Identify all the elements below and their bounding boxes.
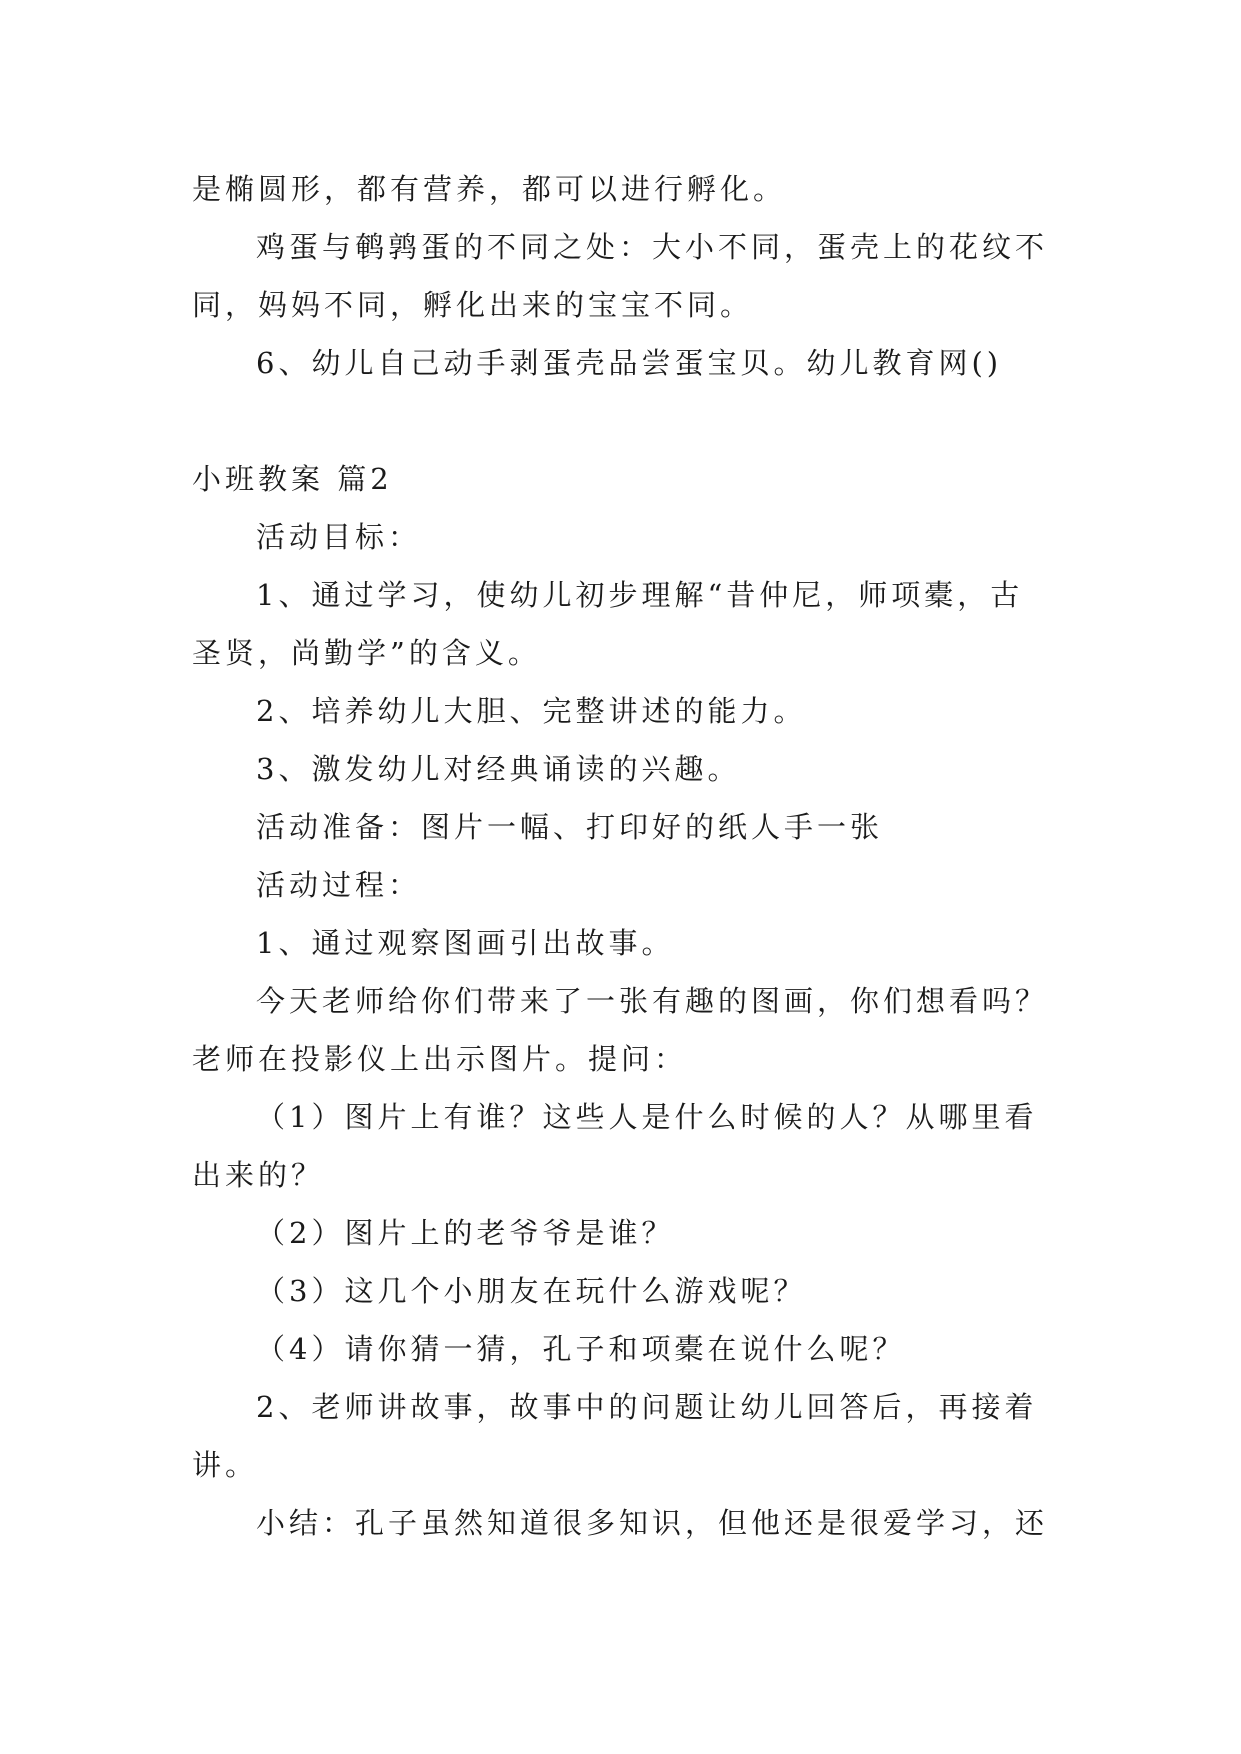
text-line: 活动目标： — [256, 520, 422, 554]
text-line: 2、培养幼儿大胆、完整讲述的能力。 — [256, 694, 807, 728]
text-line: 鸡蛋与鹌鹑蛋的不同之处：大小不同，蛋壳上的花纹不 — [256, 230, 1049, 264]
text-line: 今天老师给你们带来了一张有趣的图画，你们想看吗？ — [256, 984, 1049, 1018]
text-line: 1、通过观察图画引出故事。 — [256, 926, 675, 960]
text-line: 小结：孔子虽然知道很多知识，但他还是很爱学习，还 — [256, 1506, 1049, 1540]
text-line: 1、通过学习，使幼儿初步理解“昔仲尼，师项橐，古 — [256, 578, 1024, 612]
text-line: 老师在投影仪上出示图片。提问： — [192, 1042, 688, 1076]
text-line: 活动过程： — [256, 868, 422, 902]
text-line: 活动准备：图片一幅、打印好的纸人手一张 — [256, 810, 884, 844]
text-line: 3、激发幼儿对经典诵读的兴趣。 — [256, 752, 741, 786]
document-body — [192, 160, 1052, 1552]
section-heading: 小班教案 篇2 — [192, 462, 393, 496]
text-line: 2、老师讲故事，故事中的问题让幼儿回答后，再接着 — [256, 1390, 1038, 1424]
text-line: 出来的？ — [192, 1158, 325, 1192]
text-line: 同，妈妈不同，孵化出来的宝宝不同。 — [192, 288, 754, 322]
text-line: （4）请你猜一猜，孔子和项橐在说什么呢？ — [256, 1332, 906, 1366]
text-line: （1）图片上有谁？这些人是什么时候的人？从哪里看 — [256, 1100, 1038, 1134]
text-line: 讲。 — [192, 1448, 259, 1482]
text-line: 是椭圆形，都有营养，都可以进行孵化。 — [192, 172, 787, 206]
text-line: （2）图片上的老爷爷是谁？ — [256, 1216, 675, 1250]
text-line: （3）这几个小朋友在玩什么游戏呢？ — [256, 1274, 807, 1308]
text-line: 圣贤，尚勤学”的含义。 — [192, 636, 541, 670]
text-line: 6、幼儿自己动手剥蛋壳品尝蛋宝贝。幼儿教育网() — [256, 346, 1003, 380]
blank-line — [192, 392, 1052, 450]
